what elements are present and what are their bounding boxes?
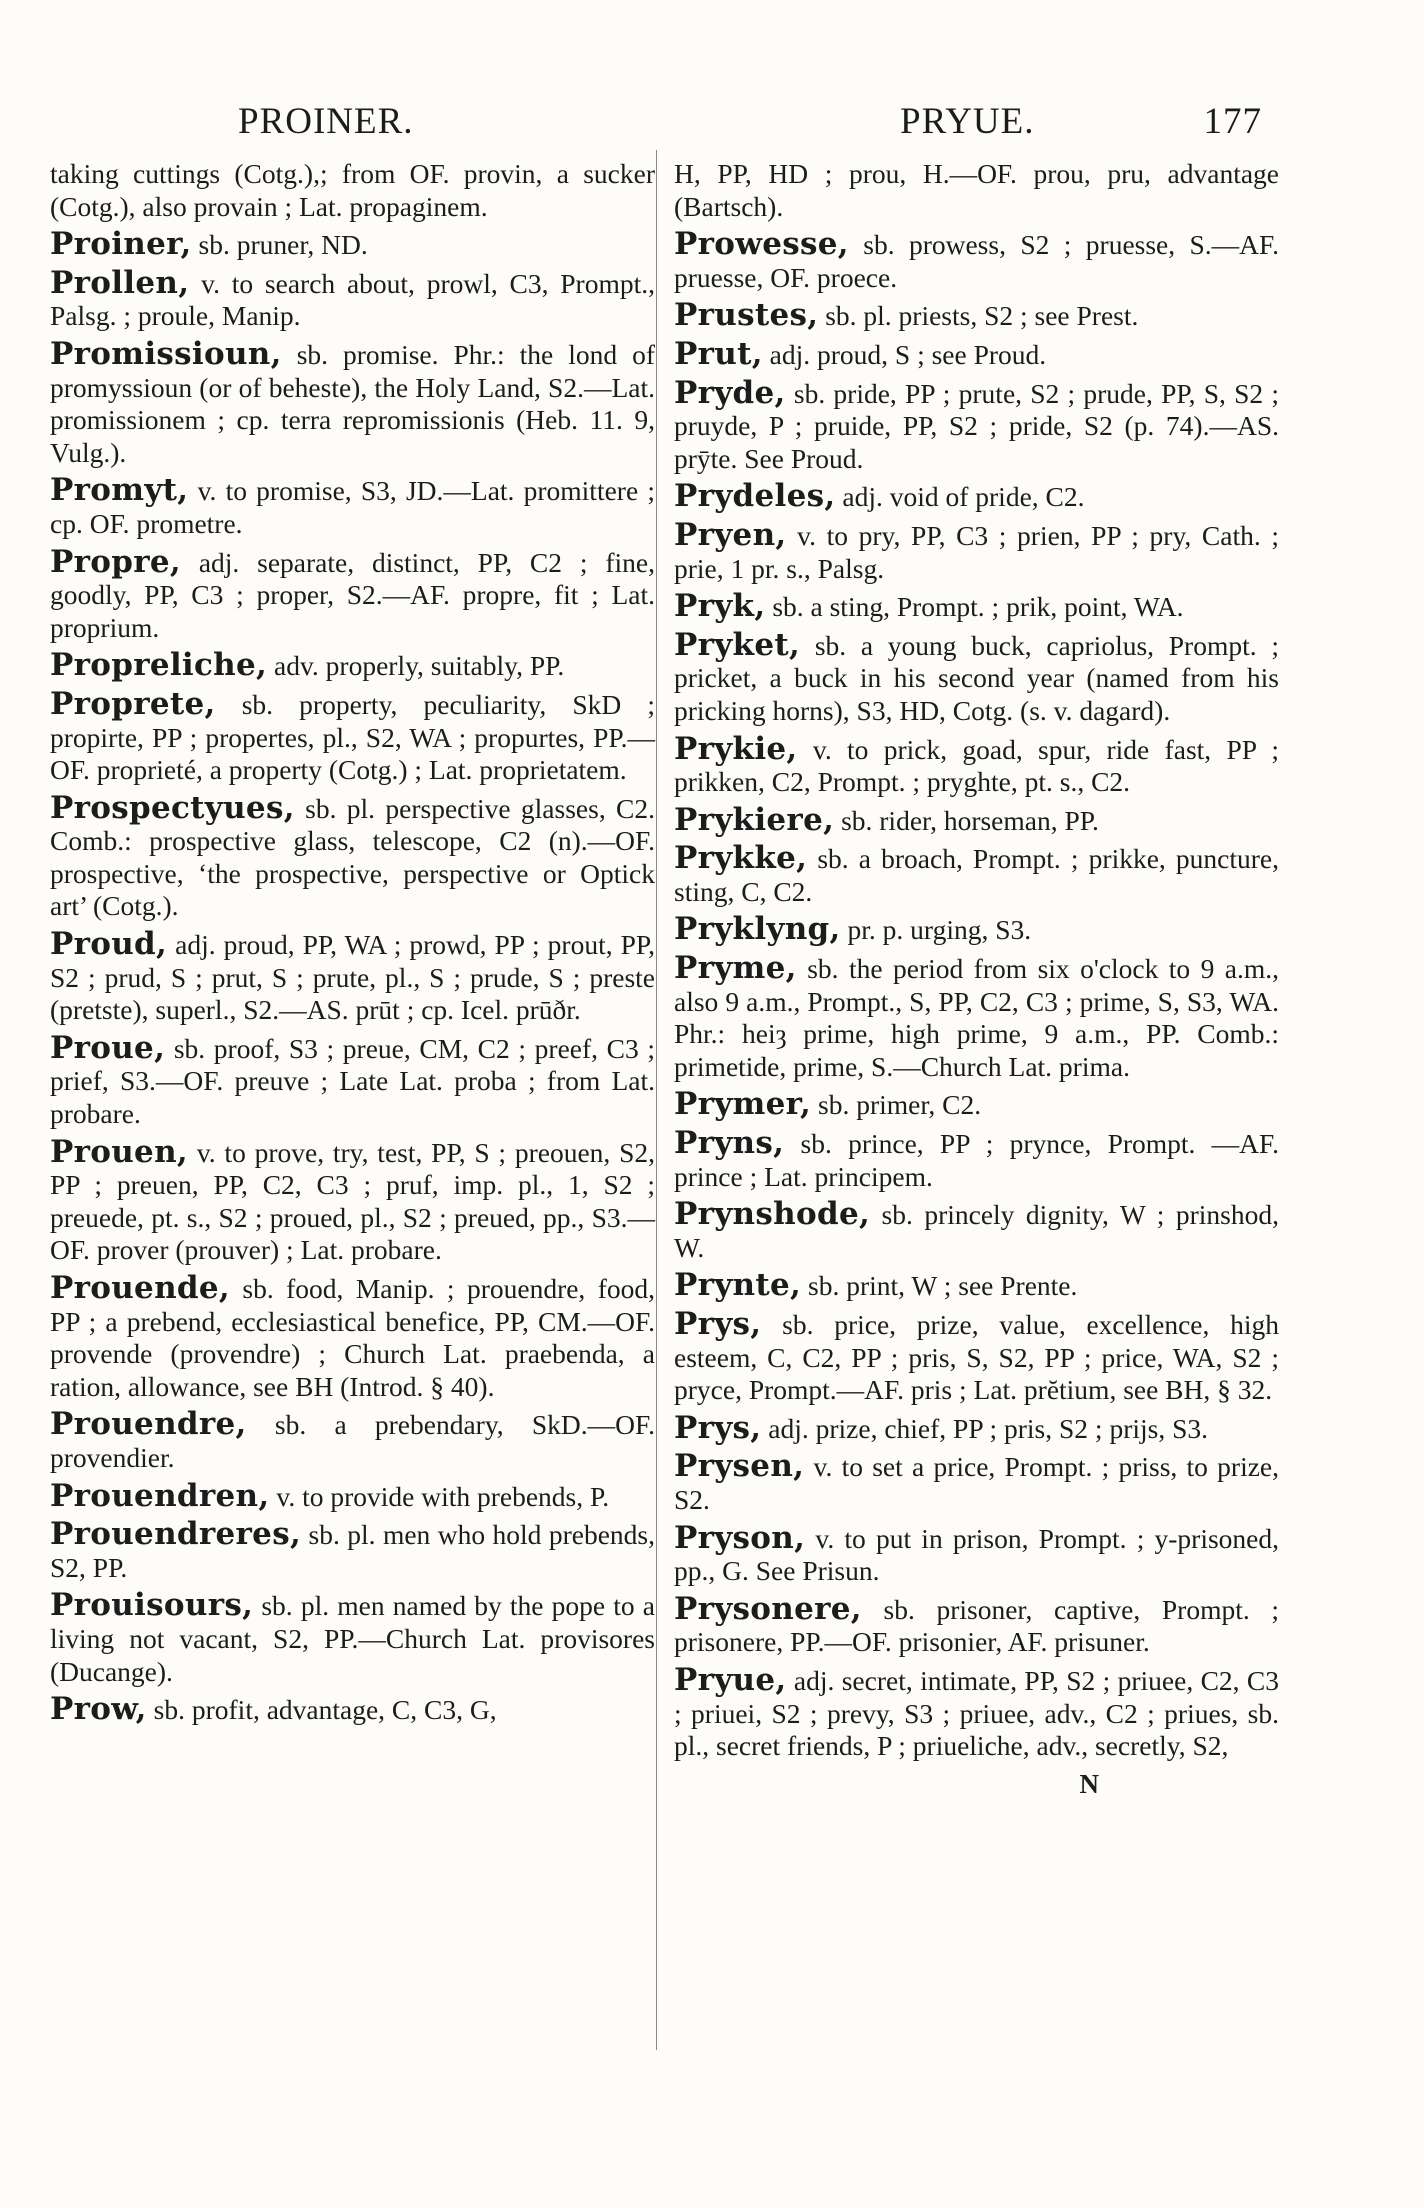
entry-headword: Prouende, (50, 1270, 231, 1306)
entry-headword: Proiner, (50, 226, 192, 263)
entry-definition: sb. prince, PP ; prynce, Prompt. —AF. prince ; Lat. principem. (674, 1128, 1279, 1192)
dictionary-entry (674, 335, 1279, 372)
page-header (52, 100, 1262, 160)
entry-headword: Pryklyng, (674, 911, 841, 948)
entry-headword: Prow, (50, 1691, 147, 1728)
dictionary-entry (674, 228, 1279, 294)
entry-definition: v. to promise, S3, JD.—Lat. promittere ; cp. OF. prometre. (50, 475, 655, 539)
entry-definition: adj. secret, intimate, PP, S2 ; priuee, C2, C3 ; priuei, S2 ; prevy, S3 ; priuee, adv., C2 ; priues, sb. pl., secret friends, P ; priueliche, adv., secretly, S2, (674, 1664, 1280, 1762)
dictionary-entry (50, 1693, 655, 1727)
entry-definition: sb. rider, horseman, PP. (841, 804, 1099, 836)
entry-definition: sb. print, W ; see Prente. (808, 1270, 1078, 1302)
dictionary-entry (50, 228, 655, 262)
entry-definition: sb. pl. perspective glasses, C2. Comb.: prospective glass, telescope, C2 (n).—OF. prospective, ‘the prospective, perspective or Optick art’ (Cotg.). (50, 792, 655, 922)
dictionary-entry (674, 842, 1279, 908)
entry-headword: Proue, (50, 1029, 166, 1066)
entry-definition: sb. the period from six o'clock to 9 a.m., also 9 a.m., Prompt., S, PP, C2, C3 ; prime, S, S3, WA. Phr.: heiȝ prime, high prime, 9 a.m., PP. Comb.: primetide, prime, S.—Church Lat. prima. (674, 953, 1280, 1082)
dictionary-entry (674, 1127, 1279, 1193)
dictionary-entry (674, 1519, 1280, 1588)
entry-headword: Prouendreres, (50, 1516, 302, 1553)
dictionary-entry (50, 1518, 655, 1584)
dictionary-entry (50, 335, 655, 469)
entry-headword: Pryns, (674, 1125, 785, 1162)
dictionary-entry (50, 1029, 656, 1131)
dictionary-entry (50, 1133, 656, 1267)
entry-definition: sb. pruner, ND. (198, 229, 368, 261)
entry-definition: sb. pl. priests, S2 ; see Prest. (825, 300, 1139, 332)
entry-headword: Pryket, (674, 626, 801, 663)
dictionary-entry (50, 264, 655, 333)
entry-definition: sb. primer, C2. (818, 1089, 982, 1121)
signature-mark: N (1079, 1768, 1099, 1799)
entry-headword: Prouisours, (50, 1587, 254, 1624)
dictionary-entry (50, 474, 655, 540)
left-column (50, 158, 655, 1732)
dictionary-entry (674, 913, 1279, 947)
dictionary-entry (50, 1272, 655, 1403)
dictionary-entry (50, 1589, 655, 1688)
entry-definition: adv. properly, suitably, PP. (274, 650, 565, 682)
dictionary-entry (674, 480, 1279, 514)
entry-definition: v. to provide with prebends, P. (276, 1480, 610, 1512)
entry-headword: Prynshode, (674, 1196, 871, 1233)
header-left-guideword: PROINER. (238, 101, 414, 142)
dictionary-entry (50, 789, 655, 923)
entry-definition: sb. price, prize, value, excellence, high esteem, C, C2, PP ; pris, S, S2, PP ; price, WA, S2 ; pryce, Prompt.—AF. pris ; Lat. prĕtium, see BH, § 32. (674, 1309, 1279, 1406)
entry-definition: H, PP, HD ; prou, H.—OF. prou, pru, advantage (Bartsch). (674, 158, 1279, 222)
entry-headword: Promissioun, (50, 335, 282, 372)
entry-definition: adj. void of pride, C2. (842, 481, 1085, 513)
entry-headword: Proud, (50, 926, 168, 963)
entry-headword: Prykie, (674, 730, 798, 767)
entry-headword: Prys, (674, 1306, 762, 1342)
entry-definition: sb. a broach, Prompt. ; prikke, puncture, sting, C, C2. (674, 843, 1279, 907)
entry-definition: sb. princely dignity, W ; prinshod, W. (674, 1199, 1280, 1263)
dictionary-entry (674, 1308, 1279, 1407)
entry-definition: sb. profit, advantage, C, C3, G, (153, 1694, 497, 1726)
entry-headword: Prykiere, (674, 801, 835, 838)
entry-headword: Prouendren, (50, 1477, 270, 1514)
entry-definition: sb. prisoner, captive, Prompt. ; prisonere, PP.—OF. prisonier, AF. prisuner. (674, 1593, 1279, 1658)
entry-headword: Prollen, (50, 264, 190, 301)
entry-headword: Promyt, (50, 472, 189, 509)
entry-headword: Prys, (674, 1409, 762, 1446)
dictionary-entry (674, 516, 1280, 585)
dictionary-entry (50, 543, 655, 645)
dictionary-entry (674, 730, 1280, 799)
dictionary-entry (674, 374, 1279, 476)
entry-headword: Pryson, (674, 1519, 806, 1556)
entry-definition: sb. a prebendary, SkD.—OF. provendier. (50, 1409, 655, 1473)
header-right-guideword: PRYUE. (900, 101, 1035, 142)
entry-definition: sb. prowess, S2 ; pruesse, S.—AF. pruesse, OF. proece. (674, 229, 1280, 293)
entry-headword: Prysen, (674, 1448, 805, 1485)
entry-definition: sb. pl. men named by the pope to a living not vacant, S2, PP.—Church Lat. provisores (Ducange). (50, 1590, 656, 1687)
dictionary-entry (674, 590, 1279, 624)
dictionary-entry (674, 158, 1279, 223)
entry-definition: sb. proof, S3 ; preue, CM, C2 ; preef, C3 ; prief, S3.—OF. preuve ; Late Lat. proba ; from Lat. probare. (50, 1032, 656, 1130)
entry-definition: sb. pride, PP ; prute, S2 ; prude, PP, S, S2 ; pruyde, P ; pruide, PP, S2 ; pride, S2 (p. 74).—AS. prȳte. See Proud. (674, 377, 1279, 474)
entry-definition: sb. pl. men who hold prebends, S2, PP. (50, 1519, 655, 1583)
dictionary-entry (674, 626, 1279, 728)
dictionary-entry (674, 1198, 1279, 1264)
entry-definition: adj. prize, chief, PP ; pris, S2 ; prijs, S3. (768, 1412, 1208, 1444)
entry-headword: Pryme, (674, 950, 797, 987)
entry-definition: sb. a young buck, capriolus, Prompt. ; pricket, a buck in his second year (named from his pricking horns), S3, HD, Cotg. (s. v. dagard). (674, 629, 1279, 726)
dictionary-entry (50, 685, 655, 787)
entry-headword: Propre, (50, 543, 181, 580)
entry-definition: adj. proud, PP, WA ; prowd, PP ; prout, PP, S2 ; prud, S ; prut, S ; prute, pl., S ; prude, S ; preste (pretste), superl., S2.—AS. prūt ; cp. Icel. prūðr. (50, 929, 655, 1026)
dictionary-entry (50, 1408, 655, 1474)
entry-headword: Pryen, (674, 516, 787, 553)
right-column (674, 158, 1279, 1800)
dictionary-entry (674, 801, 1279, 838)
dictionary-entry (50, 928, 655, 1027)
entry-definition: adj. proud, S ; see Proud. (769, 338, 1047, 370)
entry-headword: Prowesse, (674, 226, 849, 263)
dictionary-entry (50, 158, 655, 223)
entry-headword: Prydeles, (674, 478, 836, 515)
entry-definition: v. to prick, goad, spur, ride fast, PP ; prikken, C2, Prompt. ; pryghte, pt. s., C2. (674, 733, 1280, 798)
dictionary-entry (674, 952, 1279, 1083)
dictionary-entry (674, 1661, 1280, 1763)
entry-definition: v. to put in prison, Prompt. ; y-prisoned, pp., G. See Prisun. (674, 1522, 1280, 1587)
entry-headword: Propreliche, (50, 647, 268, 684)
dictionary-entry (674, 1450, 1279, 1516)
entry-headword: Pryde, (674, 374, 786, 411)
entry-definition: v. to search about, prowl, C3, Prompt., Palsg. ; proule, Manip. (50, 267, 655, 332)
entry-definition: v. to set a price, Prompt. ; priss, to prize, S2. (674, 1451, 1280, 1515)
entry-headword: Proprete, (50, 685, 216, 722)
entry-headword: Prykke, (674, 840, 808, 877)
entry-definition: pr. p. urging, S3. (847, 914, 1032, 946)
entry-definition: sb. a sting, Prompt. ; prik, point, WA. (772, 591, 1184, 623)
dictionary-entry (50, 1477, 655, 1514)
entry-headword: Prysonere, (674, 1590, 862, 1627)
entry-headword: Prustes, (674, 297, 819, 334)
dictionary-entry (674, 1409, 1279, 1446)
entry-definition: sb. food, Manip. ; prouendre, food, PP ; a prebend, ecclesiastical benefice, PP, CM.—OF. provende (provendre) ; Church Lat. praebenda, a ration, allowance, see BH (Introd. § 40). (50, 1273, 655, 1402)
dictionary-entry (674, 1269, 1279, 1303)
entry-headword: Pryk, (674, 588, 766, 625)
entry-definition: sb. promise. Phr.: the lond of promyssioun (or of beheste), the Holy Land, S2.—Lat. promissionem ; cp. terra repromissionis (Heb. 11. 9, Vulg.). (50, 338, 655, 468)
dictionary-entry (674, 299, 1279, 333)
entry-headword: Pryue, (674, 1661, 787, 1698)
entry-headword: Prospectyues, (50, 789, 295, 826)
page-number: 177 (1203, 101, 1262, 142)
entry-headword: Prymer, (674, 1086, 812, 1123)
entry-definition: v. to prove, try, test, PP, S ; preouen, S2, PP ; preuen, PP, C2, C3 ; pruf, imp. pl., 1, S2 ; preuede, pt. s., S2 ; proued, pl., S2 ; preued, pp., S3.—OF. prover (prouver) ; Lat. probare. (50, 1136, 656, 1266)
entry-definition: adj. separate, distinct, PP, C2 ; fine, goodly, PP, C3 ; proper, S2.—AF. propre, fit ; Lat. proprium. (50, 546, 655, 643)
entry-headword: Prouen, (50, 1133, 189, 1170)
entry-headword: Prynte, (674, 1267, 802, 1304)
entry-definition: taking cuttings (Cotg.),; from OF. provin, a sucker (Cotg.), also provain ; Lat. propaginem. (50, 158, 655, 222)
entry-headword: Prut, (674, 335, 763, 372)
entry-definition: sb. property, peculiarity, SkD ; propirte, PP ; propertes, pl., S2, WA ; propurtes, PP.—OF. proprieté, a property (Cotg.) ; Lat. proprietatem. (50, 688, 655, 786)
dictionary-entry (674, 1590, 1279, 1659)
dictionary-entry (674, 1088, 1279, 1122)
entry-definition: v. to pry, PP, C3 ; prien, PP ; pry, Cath. ; prie, 1 pr. s., Palsg. (674, 519, 1280, 584)
entry-headword: Prouendre, (50, 1406, 247, 1443)
column-divider (656, 150, 657, 2050)
dictionary-entry (50, 649, 655, 683)
